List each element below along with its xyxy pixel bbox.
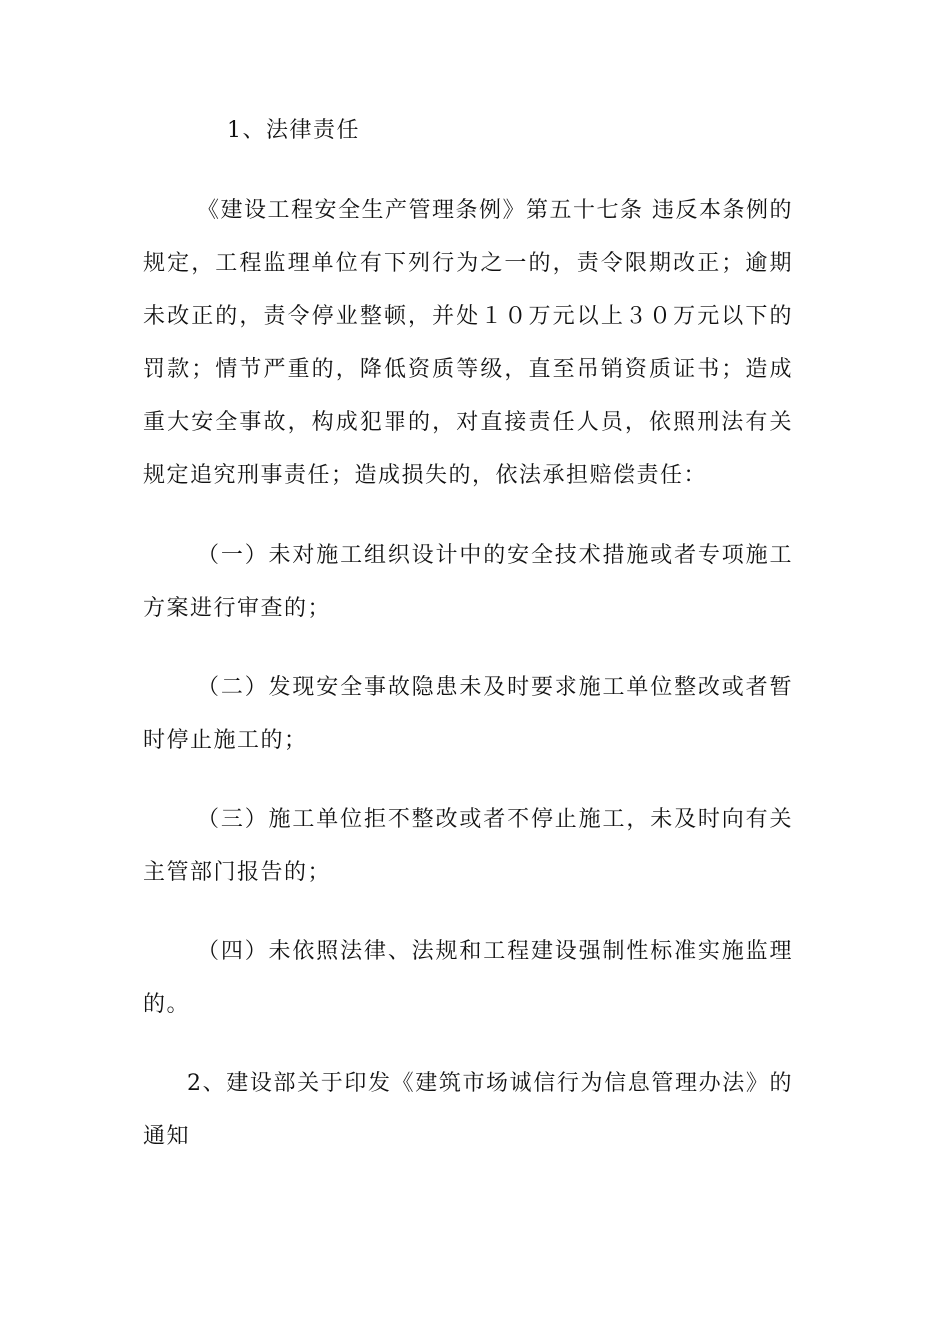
section-heading-legal-liability: 1、法律责任	[227, 118, 360, 143]
regulation-paragraph: 《建设工程安全生产管理条例》第五十七条 违反本条例的规定，工程监理单位有下列行为之一的，责令限期改正；逾期未改正的，责令停业整顿，并处１０万元以上３０万元以下的罚款；情节严重的，降低资质等级，直至吊销资质证书；造成重大安全事故，构成犯罪的，对直接责任人员，依照刑法有关规定追究刑事责任；造成损失的，依法承担赔偿责任：	[143, 198, 793, 488]
section-heading-notice: 2、建设部关于印发《建筑市场诚信行为信息管理办法》的通知	[143, 1071, 793, 1149]
list-item: （三）施工单位拒不整改或者不停止施工，未及时向有关主管部门报告的；	[143, 807, 793, 885]
list-item: （四）未依照法律、法规和工程建设强制性标准实施监理的。	[143, 939, 793, 1017]
list-item: （二）发现安全事故隐患未及时要求施工单位整改或者暂时停止施工的；	[143, 675, 793, 753]
list-item: （一）未对施工组织设计中的安全技术措施或者专项施工方案进行审查的；	[143, 543, 793, 621]
